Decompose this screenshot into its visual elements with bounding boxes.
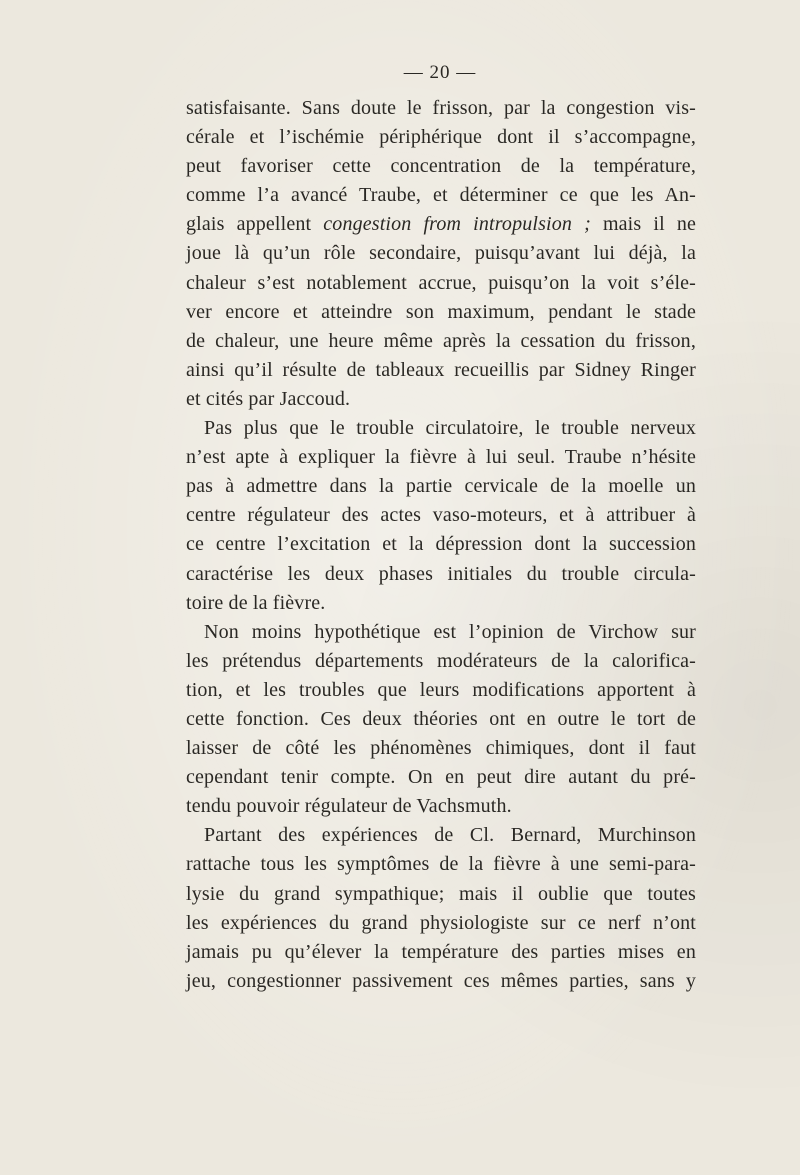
text-line: ver encore et atteindre son maximum, pendant le stade <box>186 300 696 323</box>
text-line: laisser de côté les phénomènes chimiques, dont il faut <box>186 737 696 760</box>
paragraph <box>186 414 696 618</box>
italic-phrase: congestion from intropulsion ; <box>323 213 591 236</box>
text-line: n’est apte à expliquer la fièvre à lui seul. Traube n’hésite <box>186 446 696 469</box>
text-line: chaleur s’est notablement accrue, puisqu’on la voit s’éle- <box>186 271 696 294</box>
text-line: les expériences du grand physiologiste sur ce nerf n’ont <box>186 911 696 934</box>
text-line: tion, et les troubles que leurs modifications apportent à <box>186 678 696 701</box>
text-line: lysie du grand sympathique; mais il oublie que toutes <box>186 882 696 905</box>
text-line: cependant tenir compte. On en peut dire autant du pré- <box>186 766 696 789</box>
text-line: Pas plus que le trouble circulatoire, le trouble nerveux <box>204 417 696 440</box>
text-line: pas à admettre dans la partie cervicale de la moelle un <box>186 475 696 498</box>
text-line: Non moins hypothétique est l’opinion de Virchow sur <box>204 620 696 643</box>
text-line: comme l’a avancé Traube, et déterminer ce que les An- <box>186 184 696 207</box>
paragraph <box>186 618 696 822</box>
text-line: les prétendus départements modérateurs de la calorifica- <box>186 649 696 672</box>
body-text <box>186 94 696 996</box>
text-line: satisfaisante. Sans doute le frisson, par la congestion vis- <box>186 97 696 119</box>
text-line: centre régulateur des actes vaso-moteurs, et à attribuer à <box>186 504 696 527</box>
text-line: tendu pouvoir régulateur de Vachsmuth. <box>186 795 512 818</box>
text-line: peut favoriser cette concentration de la température, <box>186 155 696 178</box>
text-line: Partant des expériences de Cl. Bernard, Murchinson <box>204 824 696 847</box>
text-line: et cités par Jaccoud. <box>186 387 351 410</box>
text-line: de chaleur, une heure même après la cessation du frisson, <box>186 329 696 352</box>
text-line: joue là qu’un rôle secondaire, puisqu’avant lui déjà, la <box>186 242 696 265</box>
text-line: jeu, congestionner passivement ces mêmes parties, sans y <box>186 969 696 992</box>
text-line: ainsi qu’il résulte de tableaux recueillis par Sidney Ringer <box>186 358 696 381</box>
text-line: caractérise les deux phases initiales du trouble circula- <box>186 562 696 585</box>
page-number: — 20 — <box>403 62 477 83</box>
text-line: rattache tous les symptômes de la fièvre à une semi-para- <box>186 853 696 876</box>
text-line: jamais pu qu’élever la température des parties mises en <box>186 940 696 963</box>
text-line: toire de la fièvre. <box>186 591 326 614</box>
text-line: glais appellent congestion from intropulsion ; mais il ne <box>186 213 696 236</box>
paragraph <box>186 821 696 996</box>
paragraph <box>186 94 696 414</box>
text-line: cette fonction. Ces deux théories ont en outre le tort de <box>186 707 696 730</box>
text-line: ce centre l’excitation et la dépression dont la succession <box>186 533 696 556</box>
text-line: cérale et l’ischémie périphérique dont il s’accompagne, <box>186 126 696 149</box>
